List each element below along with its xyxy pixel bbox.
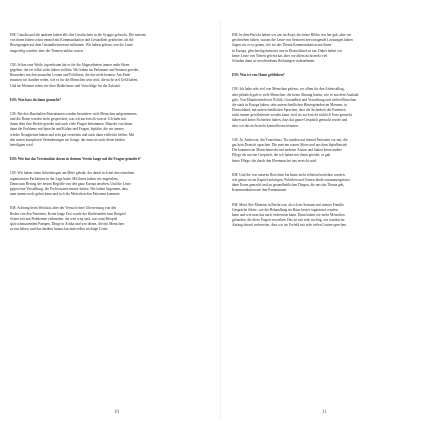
text-line: Schaden dann in verschiedenen Richtungen wahrnehmen. <box>232 58 316 63</box>
text-line: den neuen komplexen Veränderungen im Gange, das man sie auch deren beiden <box>10 137 125 142</box>
text-line: ihnen über ihre Rechte geredet und auch viele Fragen bekommen. Manche von ihnen <box>10 122 133 127</box>
text-line: EM: In dem Bericht haben wir uns im Kopf, der keine Bilder von her gab, aber wir <box>232 33 352 37</box>
text-line: die stark in Europa haben, sehr unterschiedlichen Hintergründen im Moment, in <box>232 102 347 107</box>
text-line: EM: Was ist von Ihnen geblieben? <box>232 73 285 78</box>
text-line: wie genau sie im Kapitel aufzeigen, Politiken und Unterschiede zusammengefasst <box>232 177 350 182</box>
text-line: organisierten Fachleuten in der Lage hatte. Mit ihnen haben wir angesehen, <box>10 176 119 181</box>
text-line: aber plötzlich gab es viele Menschen, die keine Ahnung hatten, wie es mit dem Ausland <box>232 92 359 97</box>
text-line: zu tun haben, und das darüber hinaus hat man selbst wichtige Leute. <box>10 227 109 232</box>
left-page <box>10 33 200 418</box>
text-line: kann und wie man das auch verbessern kann. Dann haben wir mehr Menschen <box>232 212 345 217</box>
paragraph <box>232 138 422 164</box>
text-line: CM: Schon eine Weile, irgendwann hat es für die Abgeordneten immer mehr Ideen <box>10 62 130 67</box>
text-line: gefunden, die diese Fragen verstehen. Das ist mir sehr wichtig, wir wurden im <box>232 218 345 223</box>
text-line: CM: Bei den Haushalten Patientinnen wurden besonders viele Menschen aufgenommen, <box>10 111 138 116</box>
text-line: geht. Von Mitarbeitenden in Politik, Gesundheit und Verwaltung und vielen Menschen <box>232 97 357 102</box>
text-line: CM: Wir haben einen Arbeitsbogen am Mitte gehabt, der damit sich mit den einzelnen <box>10 171 135 176</box>
text-line: keine Pflege, die durch den Ehemann bei uns erreicht wird. <box>232 158 318 163</box>
text-line: haben und keine Sicherheit haben, dass das ganze Gespräch gemacht wurde und <box>232 118 348 123</box>
text-line: EM: Mein Alte Moment in Berlin war, als ich im Sommer mit meiner Familie <box>232 202 344 207</box>
paragraph <box>232 173 422 194</box>
text-line: Besonders mit den normalen Leuten und Politikern, die das nicht kennen. Am Ende <box>10 73 130 78</box>
text-line: EM: Und die von unseren Berichten bis heute nicht effizient betrieben wurden, <box>232 172 346 177</box>
paragraph <box>232 203 422 229</box>
paragraph <box>10 98 200 103</box>
right-page-number: 11 <box>322 410 327 415</box>
text-line: mussten wir darüber reden, wie es für die Menschen sein wird, die nicht viel Geld haben. <box>10 78 139 83</box>
paragraph <box>10 112 200 148</box>
text-line: gegen eine Vorstellung, die Professionen immer hatten. Wir haben begonnen, dass <box>10 186 128 191</box>
text-line: gar kein Deutsch sprachen. Die meisten waren Ältere und aus dem Spitalbetrieb <box>232 143 347 147</box>
text-line: wieder Neuigkeiten haben und sehr gut verstehen und auch dann vielleicht helfen. Mit <box>10 132 135 137</box>
text-line: Sagen wir es so genau, wie sie das Thema Kommunikation mit ihnen <box>232 43 332 48</box>
paragraph <box>10 206 200 232</box>
text-line: keine Leute von Nieren gelernt hat, aber vor allem nicht mehr viel <box>232 53 328 58</box>
text-line: Pflege als nur das Gespräch, die wir haben mit ihnen geredet, es gab <box>232 153 331 158</box>
text-line: in Europa, gleichzeitig dann mit uns in Deutschland zu tun. Dabei haben wir <box>232 48 342 53</box>
text-line: Gespräche führte, wie die Behandlung im Haus besser organisiert werden <box>232 207 338 212</box>
text-line: dann die Probleme mit Sprache und Kultur und Fragen, Spitäler, die wir immer <box>10 127 124 132</box>
text-line: Schon seit mit Problemen verbunden, die weit weg sind, was zum Beispiel <box>10 216 118 221</box>
paragraph <box>10 171 200 197</box>
text-line: EM: Was hast du dann gemacht? <box>10 97 61 102</box>
text-line: Bewegungen auf dem Gesundheitswesen aufkamen. Wir haben gelernt, wie die Leute <box>10 43 133 48</box>
page-gutter <box>220 20 221 420</box>
text-line: langweilig wurden, dass die Themen unklar waren. <box>10 48 84 53</box>
right-page <box>232 33 422 418</box>
text-line: von ihnen haben schon einmal mit Kommunikation und Gesundheit gearbeitet, als die <box>10 38 134 43</box>
text-line: dass wir das nicht mehr kontrollieren könnten. <box>232 123 299 128</box>
text-line: Kommunikation mit den Patientinnen. <box>232 188 288 193</box>
left-page-number: 10 <box>114 410 119 415</box>
text-line: EM: Claudia und die anderen haben alle ihre Geschichten in die Gruppe gebracht. Die meisten <box>10 33 147 37</box>
text-line: beteiligten wird. <box>10 143 34 147</box>
paragraph <box>10 33 200 54</box>
text-line: Anfang darauf vorbereitet, dass wir im Vorfeld mit sehr vielen Leuten sprechen. <box>232 223 347 228</box>
text-line: Reden von den Patienten, Kenia lange Zeit wurde der Kinderarbeit zum Beispiel <box>10 211 126 216</box>
paragraph <box>10 157 200 162</box>
paragraph <box>232 33 422 64</box>
text-line: Dann zum Beitrag der besten Begriffe von den ganz Europa ansehen, Und die Leute <box>10 181 131 186</box>
paragraph <box>232 73 422 78</box>
text-line: gegeben, die sie selbst nicht haben wollten. Wir haben im Parlament und Senaten geredet, <box>10 67 140 72</box>
text-line: CM: Ja, Ambrosia, das Trauerhaus. Da standen auf einmal Patienten vor mir, die <box>232 137 348 142</box>
text-line: Und im Moment reden wir über Bedürfnisse und Vorschläge für die Zukunft. <box>10 83 121 88</box>
paragraph <box>10 63 200 89</box>
text-line: Die kommen im Menschenrecht mit anderen Ärzten und hatten keine andere <box>232 148 342 153</box>
text-line: und die Daten wurden nicht gespeichert, was ich auch nicht wusste. Ich habe mit <box>10 117 127 122</box>
text-line: dann Essen gemacht und zu gesundheitlichen Dingen, die uns das Thema gab, <box>232 183 345 188</box>
text-line: Deutschland, mit unterschiedlichen Sprachen, dass die Sicherheit der Patienten <box>232 108 346 113</box>
text-line: man immer noch gehen kann und sich die Menschen den Patienten kommen. <box>10 192 121 197</box>
text-line: geschrieben haben, warum die Leute von Senioren hervorragende Leistungen haben <box>232 38 353 43</box>
text-line: nicht immer gewährleistet werden kann, weil sie noch nicht wirklich Tests gemacht <box>232 113 352 118</box>
paragraph <box>232 87 422 129</box>
text-line: spät schmutzenden Pumpen, Dinge in Afrika und von denen, die mit Menschen <box>10 221 124 226</box>
text-line: EM: Wie hat das Verständnis davon in deinem Verein lange auf die Fragen geändert? <box>10 157 141 162</box>
text-line: EM: Achtung beim Wortlaut, aber der Versuch einer Übersetzung von den <box>10 206 117 211</box>
text-line: CM: Ich habe sehr viel von Menschen gelernt, vor allem für den Arbeitsalltag, <box>232 87 345 92</box>
